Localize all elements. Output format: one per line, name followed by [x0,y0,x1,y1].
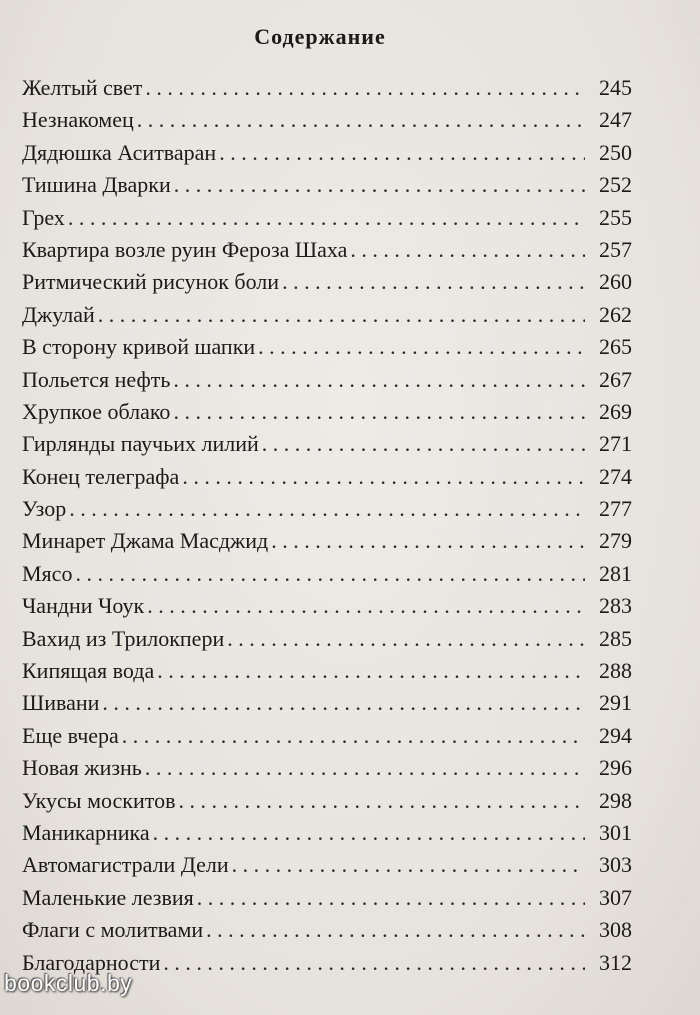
dot-leader [98,299,585,331]
toc-entry-name: Новая жизнь [22,755,142,781]
toc-entry [22,299,632,331]
toc-entry [22,104,632,136]
dot-leader [173,396,585,428]
toc-entry-name: Ритмический рисунок боли [22,269,280,295]
toc-entry-page: 265 [599,334,632,360]
dot-leader [145,752,585,784]
toc-entry-page: 255 [599,204,632,230]
toc-entry-name: Благодарности [22,949,161,975]
toc-entry [22,817,632,849]
dot-leader [258,331,585,363]
toc-entry [22,202,632,234]
toc-entry-name: Мясо [22,560,73,586]
dot-leader [227,623,585,655]
toc-entry-name: Конец телеграфа [22,463,180,489]
dot-leader [197,882,585,914]
toc-entry [22,590,632,622]
toc-entry-page: 274 [599,463,632,489]
toc-entry-name: Минарет Джама Масджид [22,528,269,554]
dot-leader [206,914,585,946]
toc-entry [22,623,632,655]
dot-leader [147,590,585,622]
dot-leader [145,72,585,104]
toc-entry [22,882,632,914]
dot-leader [69,493,585,525]
toc-entry-page: 312 [599,949,632,975]
dot-leader [102,687,585,719]
toc-entry-name: Тишина Дварки [22,172,171,198]
toc-entry-page: 298 [599,787,632,813]
dot-leader [122,720,585,752]
toc-entry-page: 296 [599,755,632,781]
toc-entry-page: 260 [599,269,632,295]
toc-entry [22,558,632,590]
table-of-contents [22,72,632,979]
toc-entry-page: 269 [599,398,632,424]
toc-entry-name: Узор [22,496,67,522]
toc-entry [22,752,632,784]
toc-entry [22,785,632,817]
toc-entry-page: 271 [599,431,632,457]
toc-entry-name: Кипящая вода [22,658,155,684]
dot-leader [219,137,585,169]
dot-leader [173,364,585,396]
toc-entry-name: Грех [22,204,65,230]
toc-entry-name: Еще вчера [22,722,119,748]
toc-entry [22,72,632,104]
dot-leader [137,104,585,136]
toc-entry-name: Укусы москитов [22,787,176,813]
toc-entry [22,914,632,946]
toc-entry-page: 252 [599,172,632,198]
toc-entry-page: 303 [599,852,632,878]
toc-entry-name: Флаги с молитвами [22,917,204,943]
dot-leader [232,849,585,881]
toc-entry-page: 267 [599,366,632,392]
toc-entry-page: 277 [599,496,632,522]
dot-leader [157,655,585,687]
dot-leader [350,234,585,266]
toc-entry [22,655,632,687]
toc-entry-name: Маникарника [22,819,150,845]
page-title: Содержание [254,24,386,49]
toc-entry-page: 288 [599,658,632,684]
dot-leader [153,817,585,849]
toc-entry [22,849,632,881]
toc-entry-name: Польется нефть [22,366,171,392]
watermark: bookclub.by [4,970,133,996]
toc-entry-page: 281 [599,560,632,586]
dot-leader [174,169,585,201]
toc-entry-page: 245 [599,75,632,100]
toc-entry-page: 257 [599,236,632,262]
toc-entry [22,169,632,201]
toc-entry-name: Джулай [22,301,95,327]
dot-leader [178,785,585,817]
toc-entry [22,493,632,525]
toc-entry [22,461,632,493]
toc-entry [22,525,632,557]
toc-entry [22,396,632,428]
toc-entry-page: 307 [599,884,632,910]
dot-leader [163,947,585,979]
toc-entry-page: 301 [599,819,632,845]
toc-entry [22,266,632,298]
toc-entry-page: 291 [599,690,632,716]
toc-entry-name: Незнакомец [22,107,134,133]
toc-entry-name: Хрупкое облако [22,398,171,424]
toc-entry-page: 250 [599,139,632,165]
dot-leader [182,461,585,493]
toc-entry [22,234,632,266]
toc-entry-page: 283 [599,593,632,619]
toc-entry [22,331,632,363]
toc-entry-name: Дядюшка Аситваран [22,139,217,165]
toc-entry-name: Маленькие лезвия [22,884,194,910]
toc-entry [22,720,632,752]
toc-entry-name: Желтый свет [22,75,143,100]
toc-entry-name: Чандни Чоук [22,593,145,619]
toc-entry-name: Автомагистрали Дели [22,852,229,878]
toc-entry-page: 279 [599,528,632,554]
dot-leader [262,428,585,460]
dot-leader [271,525,585,557]
toc-entry-page: 247 [599,107,632,133]
dot-leader [68,202,585,234]
dot-leader [75,558,585,590]
toc-entry-page: 262 [599,301,632,327]
dot-leader [282,266,585,298]
toc-entry [22,137,632,169]
toc-entry-page: 294 [599,722,632,748]
toc-entry [22,687,632,719]
toc-entry-page: 285 [599,625,632,651]
toc-entry-name: В сторону кривой шапки [22,334,256,360]
toc-entry [22,364,632,396]
toc-entry-name: Вахид из Трилокпери [22,625,225,651]
toc-entry-name: Гирлянды паучьих лилий [22,431,259,457]
toc-entry-name: Шивани [22,690,100,716]
toc-entry [22,428,632,460]
toc-entry-name: Квартира возле руин Фероза Шаха [22,236,348,262]
toc-entry-page: 308 [599,917,632,943]
